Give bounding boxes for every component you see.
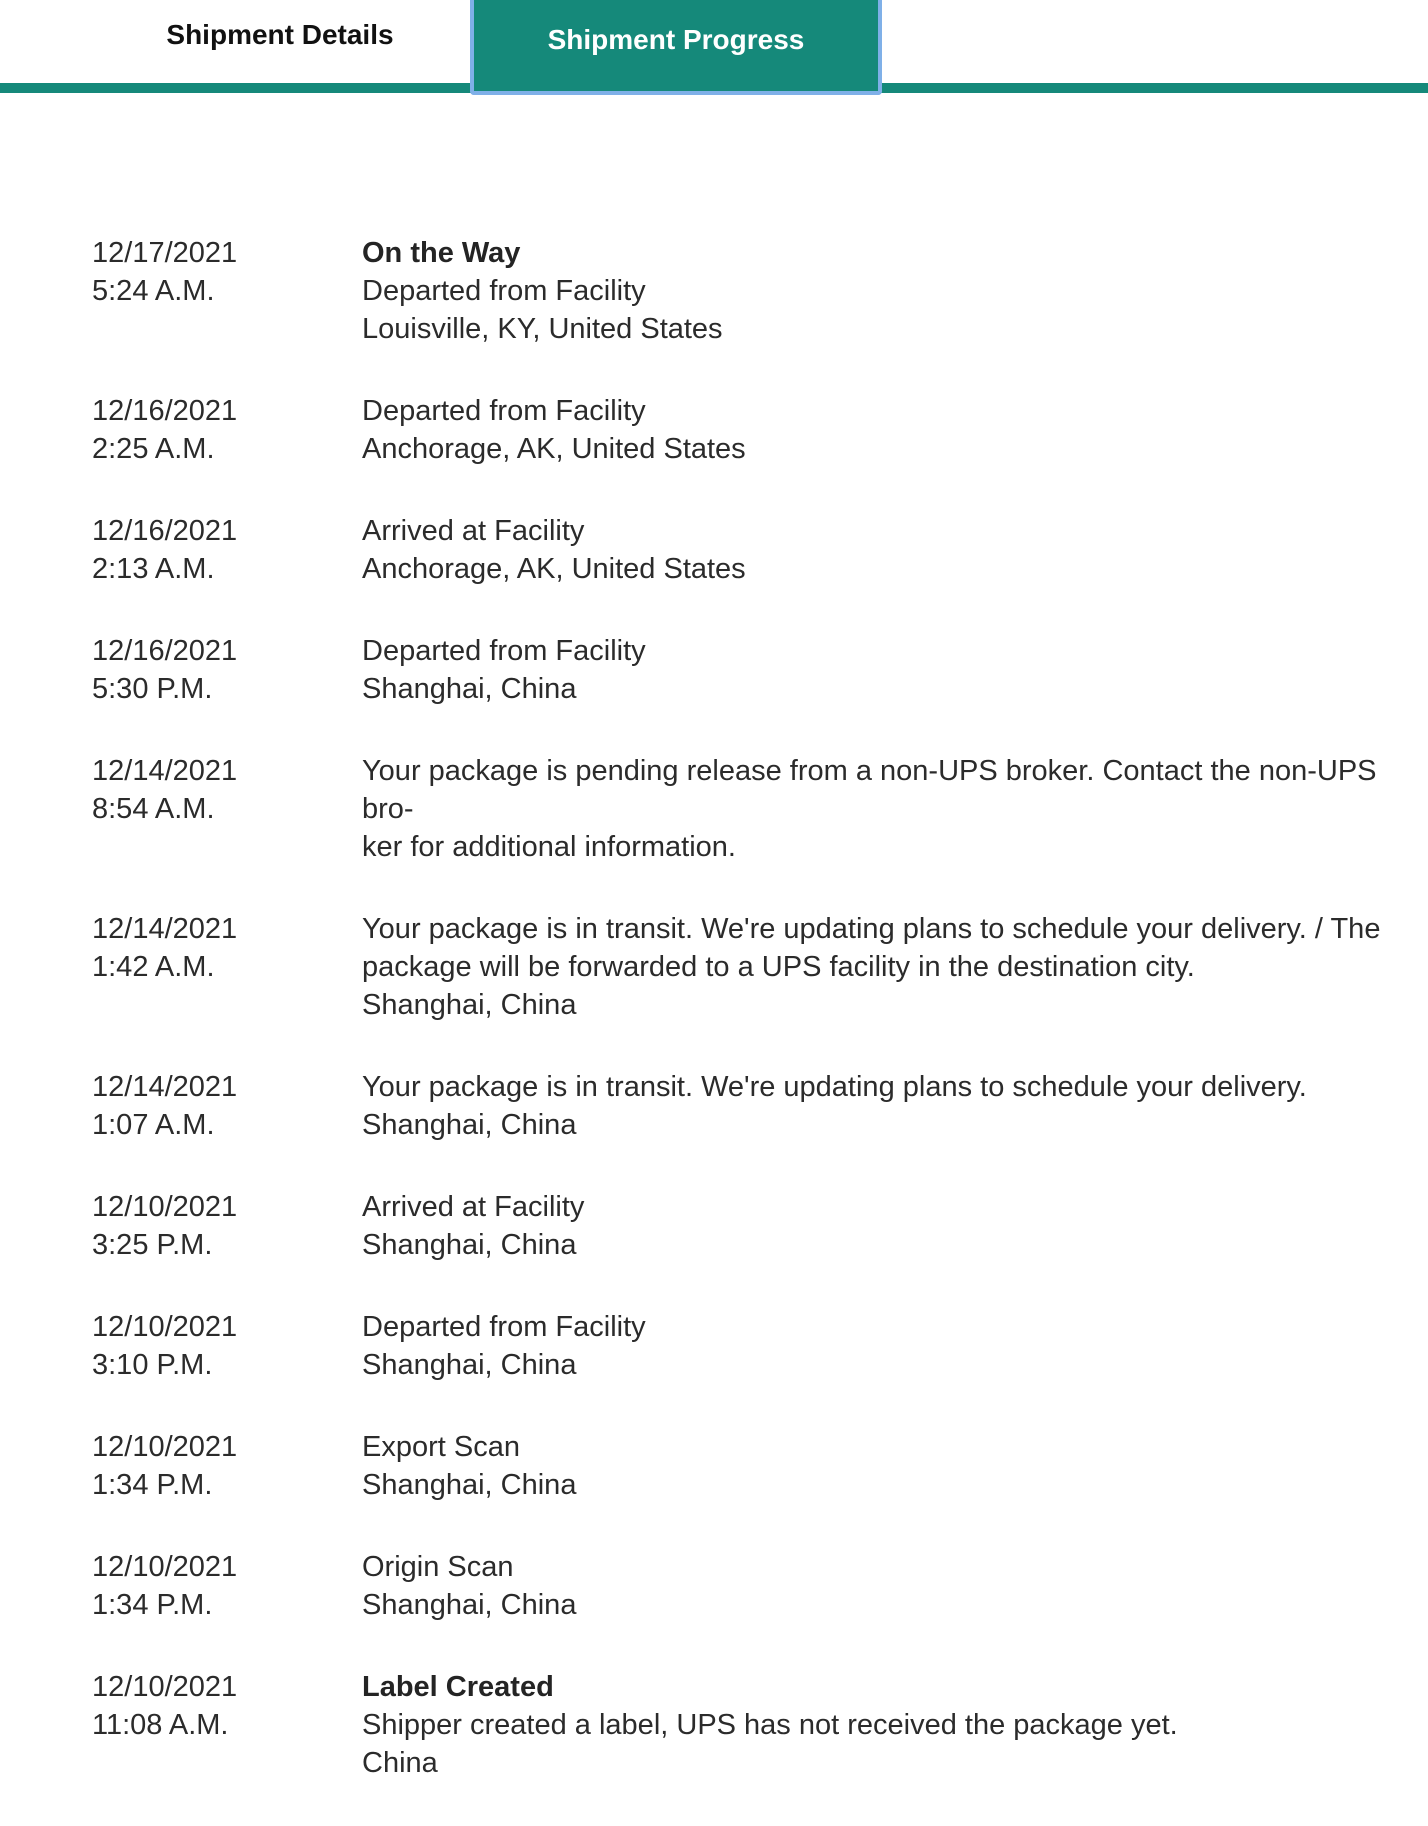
- tab-shipment-details[interactable]: [100, 0, 460, 70]
- event-description: Your package is pending release from a non-UPS broker. Contact the non-UPS bro-: [362, 755, 1377, 825]
- progress-event: [92, 1188, 1392, 1264]
- event-datetime: [92, 910, 362, 1024]
- event-date: 12/16/2021: [92, 635, 238, 667]
- event-date: 12/17/2021: [92, 237, 238, 269]
- event-details: [362, 1308, 1392, 1384]
- event-status: On the Way: [362, 237, 521, 269]
- event-details: [362, 1428, 1392, 1504]
- event-time: 5:30 P.M.: [92, 673, 213, 705]
- event-date: 12/10/2021: [92, 1191, 238, 1223]
- event-details: [362, 1548, 1392, 1624]
- progress-event: [92, 632, 1392, 708]
- event-description: Arrived at Facility: [362, 1191, 585, 1223]
- event-date: 12/14/2021: [92, 755, 238, 787]
- event-description: Arrived at Facility: [362, 515, 585, 547]
- event-time: 3:10 P.M.: [92, 1349, 213, 1381]
- event-date: 12/16/2021: [92, 515, 238, 547]
- progress-event: [92, 392, 1392, 468]
- event-description: Your package is in transit. We're updating plans to schedule your delivery. / The: [362, 913, 1381, 945]
- event-location: Anchorage, AK, United States: [362, 553, 746, 585]
- event-datetime: [92, 1188, 362, 1264]
- event-location: Shanghai, China: [362, 1349, 577, 1381]
- event-time: 2:13 A.M.: [92, 553, 215, 585]
- event-description: Departed from Facility: [362, 275, 646, 307]
- progress-event: [92, 1068, 1392, 1144]
- progress-event: [92, 512, 1392, 588]
- event-time: 11:08 A.M.: [92, 1709, 229, 1741]
- event-location: Anchorage, AK, United States: [362, 433, 746, 465]
- event-description: Departed from Facility: [362, 395, 646, 427]
- event-location: Shanghai, China: [362, 673, 577, 705]
- event-datetime: [92, 1308, 362, 1384]
- event-details: [362, 632, 1392, 708]
- event-description: Origin Scan: [362, 1551, 514, 1583]
- event-time: 1:34 P.M.: [92, 1589, 213, 1621]
- event-description: Shipper created a label, UPS has not received the package yet.: [362, 1709, 1178, 1741]
- event-time: 1:34 P.M.: [92, 1469, 213, 1501]
- event-datetime: [92, 234, 362, 348]
- event-description-cont: package will be forwarded to a UPS facility in the destination city.: [362, 951, 1195, 983]
- event-details: [362, 1668, 1392, 1782]
- tab-shipment-progress[interactable]: [470, 0, 882, 95]
- progress-event: [92, 752, 1392, 866]
- event-details: [362, 752, 1392, 866]
- event-details: [362, 1188, 1392, 1264]
- progress-event: [92, 1668, 1392, 1782]
- event-details: [362, 512, 1392, 588]
- event-datetime: [92, 512, 362, 588]
- event-date: 12/14/2021: [92, 913, 238, 945]
- event-description: Departed from Facility: [362, 1311, 646, 1343]
- event-details: [362, 1068, 1392, 1144]
- event-details: [362, 392, 1392, 468]
- event-date: 12/16/2021: [92, 395, 238, 427]
- event-location: China: [362, 1747, 438, 1779]
- tab-shipment-details-label: Shipment Details: [166, 19, 394, 50]
- event-location: Shanghai, China: [362, 989, 577, 1021]
- event-description: Departed from Facility: [362, 635, 646, 667]
- event-location: Louisville, KY, United States: [362, 313, 723, 345]
- event-location: Shanghai, China: [362, 1469, 577, 1501]
- tab-bar: [0, 0, 1428, 94]
- progress-event: [92, 1308, 1392, 1384]
- event-description: Your package is in transit. We're updating plans to schedule your delivery.: [362, 1071, 1307, 1103]
- progress-event: [92, 1428, 1392, 1504]
- event-time: 1:07 A.M.: [92, 1109, 215, 1141]
- event-date: 12/10/2021: [92, 1431, 238, 1463]
- event-date: 12/10/2021: [92, 1671, 238, 1703]
- event-location: Shanghai, China: [362, 1109, 577, 1141]
- event-datetime: [92, 752, 362, 866]
- tab-shipment-progress-label: Shipment Progress: [547, 23, 805, 55]
- event-datetime: [92, 1668, 362, 1782]
- progress-event: [92, 1548, 1392, 1624]
- event-description-cont: ker for additional information.: [362, 831, 736, 863]
- event-datetime: [92, 392, 362, 468]
- event-date: 12/10/2021: [92, 1311, 238, 1343]
- progress-event: [92, 234, 1392, 348]
- event-datetime: [92, 632, 362, 708]
- event-datetime: [92, 1068, 362, 1144]
- event-status: Label Created: [362, 1671, 554, 1703]
- event-datetime: [92, 1428, 362, 1504]
- event-time: 1:42 A.M.: [92, 951, 215, 983]
- event-time: 8:54 A.M.: [92, 793, 215, 825]
- shipment-progress-list: [92, 234, 1392, 1826]
- event-details: [362, 910, 1392, 1024]
- event-time: 3:25 P.M.: [92, 1229, 213, 1261]
- event-details: [362, 234, 1392, 348]
- event-description: Export Scan: [362, 1431, 520, 1463]
- event-time: 2:25 A.M.: [92, 433, 215, 465]
- event-date: 12/14/2021: [92, 1071, 238, 1103]
- event-datetime: [92, 1548, 362, 1624]
- event-location: Shanghai, China: [362, 1589, 577, 1621]
- event-date: 12/10/2021: [92, 1551, 238, 1583]
- event-time: 5:24 A.M.: [92, 275, 215, 307]
- event-location: Shanghai, China: [362, 1229, 577, 1261]
- progress-event: [92, 910, 1392, 1024]
